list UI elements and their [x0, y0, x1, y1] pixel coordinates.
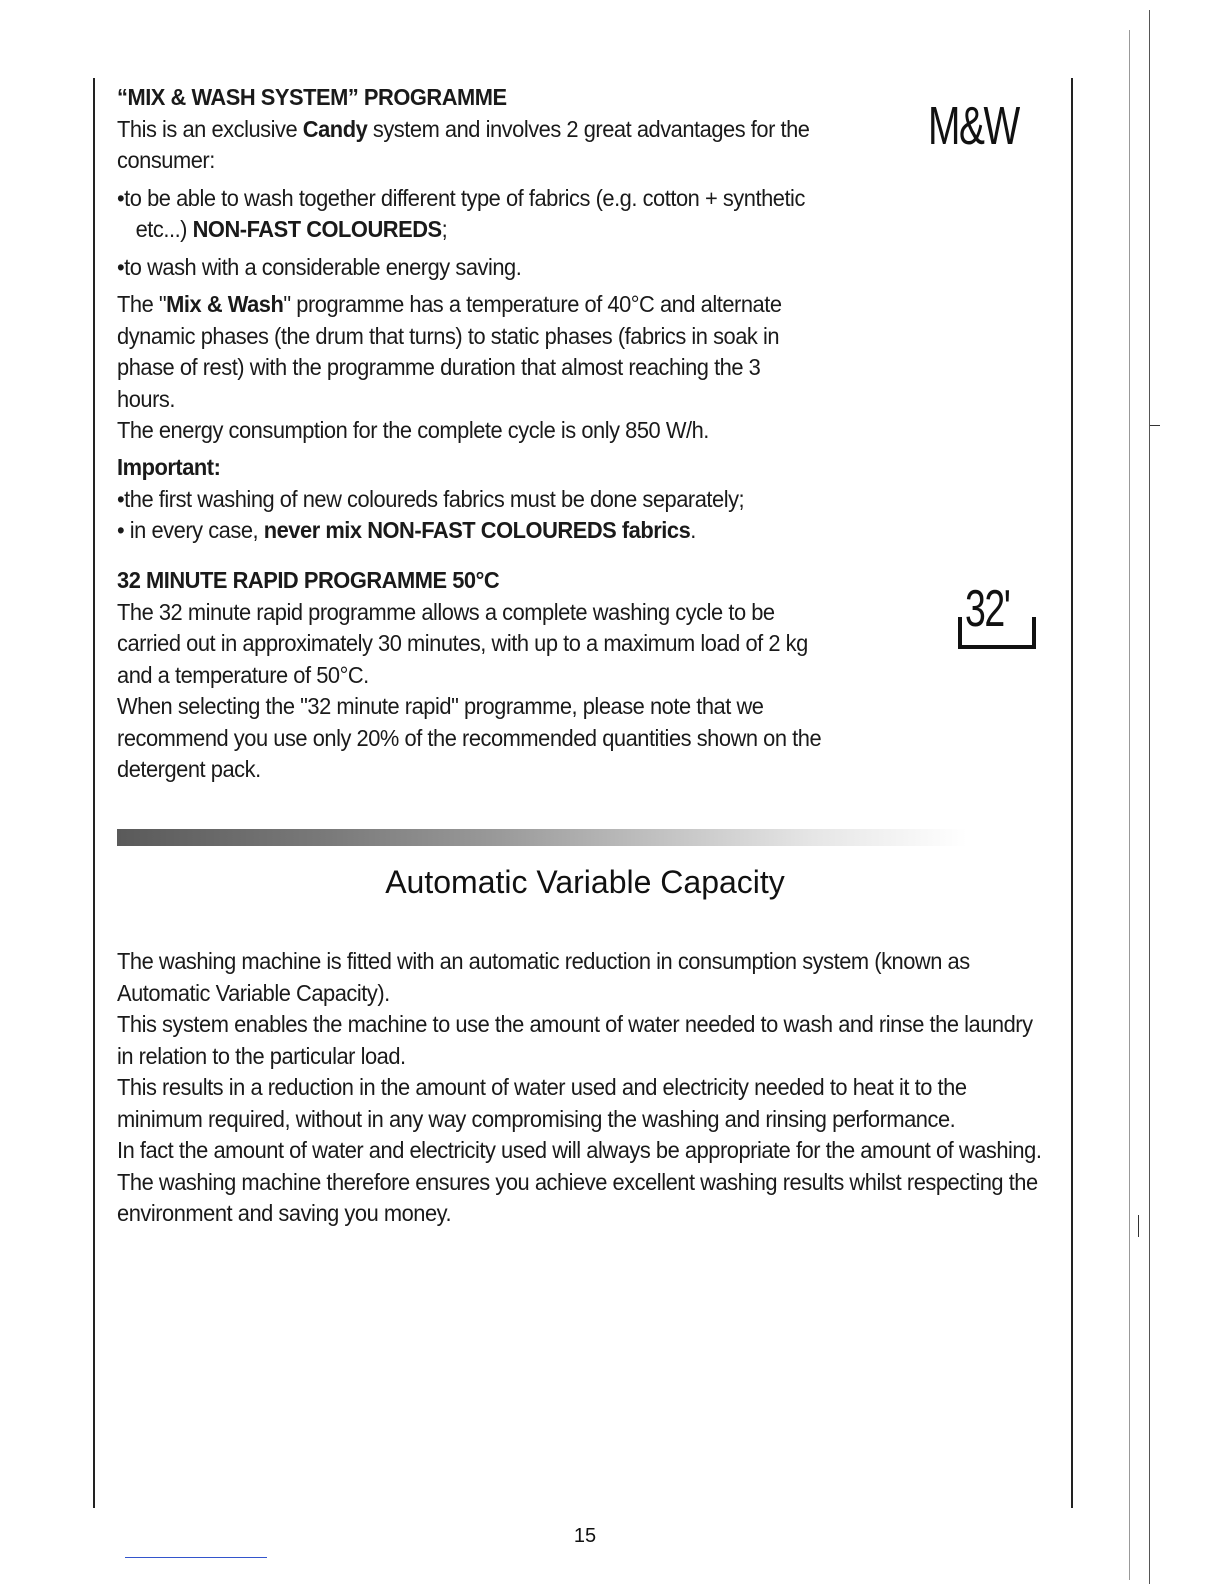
avc-section [117, 946, 1047, 1230]
bullet-text-end: . [690, 517, 696, 543]
scan-edge-line [1149, 10, 1150, 1584]
rapid-32-label: 32' [965, 580, 1010, 638]
rapid-heading: 32 MINUTE RAPID PROGRAMME 50°C [117, 567, 500, 593]
bullet-text: •to be able to wash together different type of fabrics (e.g. cotton + synthetic [117, 184, 805, 211]
para-text: The " [117, 291, 167, 317]
para-text-end: " programme has a temperature of 40°C and alternate dynamic phases (the drum that turns) to static phases (fabrics in soak in phase of rest) with the programme duration that almost reaching the 3 hours. [117, 291, 782, 412]
mix-wash-bullet-1-cont [117, 214, 824, 246]
mix-wash-bullet-2: •to wash with a considerable energy saving. [117, 253, 522, 280]
avc-line-3: This results in a reduction in the amount of water used and electricity needed to heat it to the minimum required, without in any way compromising the washing and rinsing performance. [117, 1074, 967, 1132]
bullet-text-end: ; [441, 216, 448, 242]
important-section [117, 452, 824, 547]
avc-line-4: In fact the amount of water and electricity used will always be appropriate for the amount of washing. [117, 1137, 1042, 1163]
page-border-right [1071, 78, 1073, 1508]
avc-line-5: The washing machine therefore ensures you achieve excellent washing results whilst respecting the environment and saving you money. [117, 1168, 1038, 1226]
avc-line-2: This system enables the machine to use the amount of water needed to wash and rinse the laundry in relation to the particular load. [117, 1011, 1033, 1069]
mix-wash-section [117, 82, 824, 447]
rapid-programme-section [117, 565, 824, 786]
mix-wash-paragraph [117, 289, 824, 415]
intro-text-end: system and involves 2 great advantages for the consumer: [117, 115, 810, 173]
energy-consumption: The energy consumption for the complete cycle is only 850 W/h. [117, 417, 709, 443]
page-number: 15 [573, 1525, 597, 1547]
important-bullet-2 [117, 515, 824, 547]
important-bullet-1: •the first washing of new coloureds fabrics must be done separately; [117, 485, 745, 512]
footer-rule [125, 1557, 267, 1558]
section-title: Automatic Variable Capacity [385, 864, 785, 900]
avc-line-1: The washing machine is fitted with an automatic reduction in consumption system (known as Automatic Variable Capacity). [117, 948, 970, 1006]
scan-edge-line-inner [1129, 30, 1130, 1580]
rapid-paragraph-2: When selecting the "32 minute rapid" programme, please note that we recommend you use only 20% of the recommended quantities shown on the detergent pack. [117, 693, 822, 782]
programme-name: Mix & Wash [166, 291, 284, 317]
page-border-left [93, 78, 95, 1508]
bullet-text-cont: etc...) [135, 216, 193, 242]
mix-wash-heading: “MIX & WASH SYSTEM” PROGRAMME [117, 84, 507, 110]
scan-mark-lower [1138, 1215, 1139, 1237]
rapid-32-logo [955, 575, 1035, 655]
brand-name: Candy [302, 115, 368, 142]
section-divider-banner [117, 829, 967, 846]
mix-wash-intro [117, 114, 824, 177]
intro-text: This is an exclusive [117, 115, 303, 142]
mix-wash-bullet-1 [117, 183, 824, 215]
bullet-bold-text: NON-FAST COLOUREDS [192, 216, 442, 242]
mix-wash-logo: M&W [928, 96, 1019, 156]
scan-mark [1150, 425, 1160, 426]
important-heading: Important: [117, 454, 221, 480]
bullet-text: • in every case, [117, 517, 264, 543]
warning-bold-text: never mix NON-FAST COLOUREDS fabrics [263, 517, 691, 543]
rapid-paragraph-1: The 32 minute rapid programme allows a complete washing cycle to be carried out in approximately 30 minutes, with up to a maximum load of 2 kg and a temperature of 50°C. [117, 598, 808, 688]
